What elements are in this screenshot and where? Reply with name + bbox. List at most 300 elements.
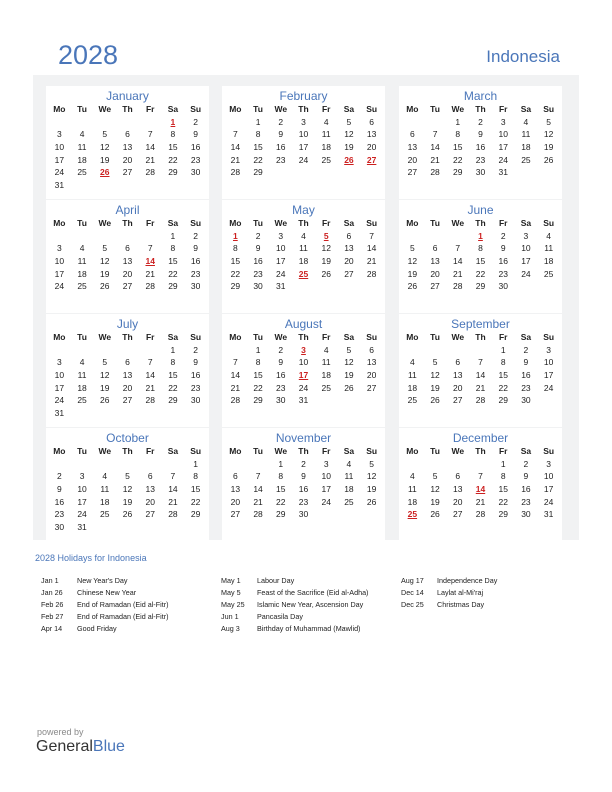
month-february	[222, 86, 385, 199]
month-december	[399, 428, 562, 541]
day-cell: 5	[432, 357, 438, 368]
day-cell: 10	[498, 129, 508, 140]
day-cell: 4	[79, 357, 85, 368]
weekday-label: Fr	[145, 332, 155, 343]
day-cell: 18	[77, 268, 87, 279]
day-cell: 2	[478, 116, 483, 127]
day-cell: 24	[54, 395, 65, 406]
day-cell: 7	[147, 357, 153, 368]
day-cell: 9	[255, 243, 261, 254]
day-cell: 28	[230, 395, 241, 406]
day-cell: 29	[168, 395, 178, 406]
holiday-date: Aug 17	[401, 575, 424, 585]
month-january	[46, 86, 209, 199]
day-cell: 12	[100, 370, 110, 381]
weekday-label: Mo	[406, 104, 419, 115]
month-name: January	[106, 89, 149, 103]
day-cell: 21	[453, 268, 463, 279]
weekday-label: Su	[366, 332, 378, 343]
month-grid	[401, 103, 560, 179]
day-cell: 7	[478, 471, 483, 482]
holiday-date: May 1	[221, 575, 241, 585]
empty-day-cell	[469, 458, 492, 471]
day-cell: 11	[321, 357, 331, 368]
day-cell: 22	[168, 382, 178, 393]
day-cell: 27	[344, 268, 354, 279]
weekday-label: Sa	[343, 332, 355, 343]
month-june	[399, 200, 562, 313]
day-cell: 15	[168, 256, 178, 267]
holiday-entry	[401, 586, 497, 598]
day-cell: 15	[498, 370, 508, 381]
holiday-entry	[221, 586, 368, 598]
holiday-name: Birthday of Muhammad (Mawlid)	[257, 624, 361, 634]
day-cell: 11	[77, 370, 87, 381]
holiday-entry	[221, 611, 368, 623]
day-cell: 12	[543, 129, 554, 140]
holiday-name: Feast of the Sacrifice (Eid al-Adha)	[257, 587, 369, 597]
empty-day-cell	[116, 116, 139, 129]
weekday-label: We	[451, 332, 465, 343]
day-cell: 10	[276, 243, 286, 254]
weekday-label: Fr	[321, 218, 331, 229]
day-cell: 23	[54, 509, 65, 520]
day-cell: 15	[168, 370, 178, 381]
day-cell: 9	[478, 129, 483, 140]
day-cell: 19	[430, 496, 440, 507]
day-cell: 10	[54, 370, 65, 381]
day-cell: 22	[498, 496, 508, 507]
day-cell: 30	[498, 281, 508, 292]
day-cell: 28	[430, 167, 440, 178]
day-cell: 22	[253, 382, 263, 393]
day-cell: 9	[193, 129, 198, 140]
day-cell: 30	[190, 395, 201, 406]
day-cell: 16	[190, 142, 201, 153]
day-cell: 28	[145, 167, 155, 178]
weekday-label: Mo	[406, 218, 419, 229]
day-cell: 25	[77, 281, 87, 292]
day-cell: 17	[54, 154, 65, 165]
day-cell: 20	[407, 154, 418, 165]
month-name: March	[463, 89, 498, 103]
day-cell: 3	[79, 471, 85, 482]
day-cell: 19	[100, 154, 110, 165]
day-cell: 1	[170, 230, 176, 241]
day-cell: 23	[498, 268, 508, 279]
holiday-name: Labour Day	[257, 575, 295, 585]
day-cell: 2	[301, 458, 306, 469]
holiday-date: Feb 26	[41, 599, 64, 609]
day-cell: 7	[147, 129, 153, 140]
day-cell: 26	[100, 395, 110, 406]
empty-day-cell	[469, 344, 492, 357]
holiday-entry	[401, 598, 497, 610]
day-cell: 13	[122, 142, 133, 153]
day-cell: 12	[366, 471, 377, 482]
day-cell: 1	[278, 458, 284, 469]
weekday-label: Th	[475, 332, 486, 343]
day-cell: 10	[321, 471, 331, 482]
day-cell: 28	[145, 281, 155, 292]
day-cell: 1	[255, 116, 261, 127]
day-cell: 18	[321, 370, 331, 381]
day-cell: 29	[253, 395, 263, 406]
weekday-label: Sa	[167, 332, 179, 343]
month-name: July	[116, 317, 139, 331]
day-cell: 6	[125, 243, 130, 254]
day-cell: 11	[100, 484, 110, 495]
month-grid	[224, 217, 383, 293]
weekday-label: We	[98, 218, 112, 229]
day-cell: 4	[323, 344, 329, 355]
holiday-name: Independence Day	[437, 575, 498, 585]
month-grid	[224, 331, 383, 407]
empty-day-cell	[93, 230, 116, 243]
day-cell: 16	[521, 370, 531, 381]
holiday-day: 1	[232, 230, 238, 241]
month-july	[46, 314, 209, 427]
month-name: August	[284, 317, 323, 331]
day-cell: 29	[475, 281, 486, 292]
day-cell: 12	[100, 256, 110, 267]
empty-day-cell	[446, 230, 469, 243]
day-cell: 3	[56, 357, 62, 368]
day-cell: 22	[498, 382, 508, 393]
day-cell: 19	[344, 142, 354, 153]
day-cell: 17	[298, 142, 309, 153]
weekday-label: Sa	[343, 218, 355, 229]
holiday-entry	[401, 574, 497, 586]
day-cell: 10	[543, 357, 554, 368]
month-name: May	[292, 203, 315, 217]
calendar-year: 2028	[58, 40, 119, 70]
day-cell: 18	[407, 496, 418, 507]
day-cell: 30	[190, 167, 201, 178]
holiday-name: End of Ramadan (Eid al-Fitr)	[77, 612, 169, 622]
day-cell: 22	[253, 154, 263, 165]
weekday-label: Sa	[520, 104, 532, 115]
empty-day-cell	[247, 458, 270, 471]
day-cell: 14	[145, 142, 155, 153]
weekday-label: Tu	[77, 446, 87, 457]
month-november	[222, 428, 385, 541]
day-cell: 10	[54, 256, 65, 267]
weekday-label: Th	[298, 218, 309, 229]
weekday-label: Su	[190, 104, 202, 115]
day-cell: 20	[366, 370, 377, 381]
day-cell: 12	[100, 142, 110, 153]
day-cell: 17	[276, 256, 286, 267]
day-cell: 22	[190, 496, 201, 507]
day-cell: 19	[543, 142, 554, 153]
day-cell: 14	[453, 256, 463, 267]
weekday-label: Fr	[321, 332, 331, 343]
weekday-label: Su	[543, 104, 555, 115]
weekday-label: Mo	[229, 218, 242, 229]
day-cell: 13	[366, 357, 377, 368]
day-cell: 27	[230, 509, 241, 520]
empty-day-cell	[401, 458, 424, 471]
day-cell: 19	[100, 382, 110, 393]
empty-day-cell	[71, 230, 94, 243]
weekday-label: Fr	[498, 218, 508, 229]
day-cell: 26	[430, 395, 440, 406]
day-cell: 21	[430, 154, 440, 165]
day-cell: 5	[409, 243, 415, 254]
holiday-day: 14	[475, 484, 486, 495]
month-grid	[48, 103, 207, 191]
month-march	[399, 86, 562, 199]
day-cell: 1	[255, 344, 261, 355]
day-cell: 25	[321, 382, 331, 393]
month-grid	[401, 445, 560, 521]
day-cell: 18	[407, 382, 418, 393]
day-cell: 18	[100, 496, 110, 507]
holiday-day: 14	[145, 256, 155, 267]
day-cell: 4	[79, 243, 85, 254]
day-cell: 21	[475, 496, 486, 507]
day-cell: 25	[543, 268, 554, 279]
day-cell: 4	[409, 357, 415, 368]
day-cell: 7	[478, 357, 483, 368]
weekday-label: Th	[298, 446, 309, 457]
weekday-label: Fr	[498, 332, 508, 343]
powered-by-label: powered by	[37, 727, 84, 737]
day-cell: 11	[407, 484, 417, 495]
day-cell: 26	[122, 509, 133, 520]
month-name: December	[452, 431, 509, 445]
day-cell: 16	[190, 370, 201, 381]
weekday-label: Th	[475, 104, 486, 115]
day-cell: 8	[255, 129, 261, 140]
day-cell: 29	[453, 167, 463, 178]
weekday-label: Mo	[406, 446, 419, 457]
day-cell: 3	[301, 116, 306, 127]
day-cell: 27	[145, 509, 155, 520]
weekday-label: Sa	[343, 104, 355, 115]
day-cell: 11	[321, 129, 331, 140]
holiday-entry	[41, 623, 168, 635]
weekday-label: Tu	[430, 218, 440, 229]
day-cell: 27	[366, 382, 377, 393]
day-cell: 15	[230, 256, 241, 267]
day-cell: 7	[369, 230, 374, 241]
month-name: June	[467, 203, 494, 217]
weekday-label: Th	[122, 104, 133, 115]
empty-day-cell	[162, 458, 185, 471]
day-cell: 31	[298, 395, 309, 406]
month-october	[46, 428, 209, 541]
day-cell: 24	[298, 382, 309, 393]
day-cell: 30	[190, 281, 201, 292]
day-cell: 13	[230, 484, 241, 495]
day-cell: 29	[498, 395, 508, 406]
day-cell: 17	[543, 484, 554, 495]
day-cell: 19	[344, 370, 354, 381]
weekday-label: Th	[122, 446, 133, 457]
day-cell: 21	[366, 256, 377, 267]
day-cell: 5	[369, 458, 374, 469]
day-cell: 27	[407, 167, 418, 178]
day-cell: 28	[366, 268, 377, 279]
day-cell: 27	[430, 281, 440, 292]
empty-day-cell	[139, 458, 162, 471]
empty-day-cell	[48, 116, 71, 129]
day-cell: 12	[430, 370, 440, 381]
weekday-label: Th	[298, 104, 309, 115]
weekday-label: Sa	[520, 218, 532, 229]
generalblue-logo[interactable]	[36, 738, 125, 756]
weekday-label: We	[451, 218, 465, 229]
holiday-name: Islamic New Year, Ascension Day	[257, 599, 364, 609]
day-cell: 6	[125, 129, 130, 140]
day-cell: 15	[276, 484, 286, 495]
day-cell: 26	[100, 281, 110, 292]
day-cell: 8	[193, 471, 198, 482]
day-cell: 1	[500, 344, 506, 355]
holiday-entry	[221, 623, 368, 635]
day-cell: 3	[546, 458, 551, 469]
empty-day-cell	[401, 116, 424, 129]
day-cell: 15	[253, 142, 263, 153]
day-cell: 4	[79, 129, 85, 140]
day-cell: 2	[278, 116, 284, 127]
day-cell: 19	[321, 256, 331, 267]
holiday-name: Christmas Day	[437, 599, 485, 609]
day-cell: 20	[453, 382, 463, 393]
day-cell: 7	[232, 129, 238, 140]
day-cell: 13	[122, 370, 133, 381]
day-cell: 14	[253, 484, 263, 495]
weekday-label: Su	[543, 332, 555, 343]
holiday-name: Good Friday	[77, 624, 117, 634]
day-cell: 23	[475, 154, 486, 165]
day-cell: 29	[168, 167, 178, 178]
day-cell: 6	[369, 344, 374, 355]
day-cell: 18	[344, 484, 354, 495]
holiday-date: Dec 14	[401, 587, 424, 597]
month-april	[46, 200, 209, 313]
day-cell: 2	[523, 344, 529, 355]
day-cell: 9	[500, 243, 506, 254]
day-cell: 13	[430, 256, 440, 267]
day-cell: 5	[102, 357, 108, 368]
day-cell: 6	[232, 471, 238, 482]
day-cell: 23	[521, 382, 531, 393]
day-cell: 22	[168, 268, 178, 279]
day-cell: 10	[298, 129, 309, 140]
month-august	[222, 314, 385, 427]
day-cell: 16	[276, 142, 286, 153]
holiday-column	[41, 574, 168, 635]
holiday-date: Jan 1	[41, 575, 59, 585]
day-cell: 23	[276, 382, 286, 393]
holiday-day: 25	[407, 509, 418, 520]
day-cell: 13	[344, 243, 354, 254]
day-cell: 21	[145, 154, 155, 165]
month-september	[399, 314, 562, 427]
weekday-label: Sa	[167, 446, 179, 457]
day-cell: 14	[366, 243, 377, 254]
day-cell: 20	[122, 382, 133, 393]
holiday-day: 27	[366, 154, 377, 165]
day-cell: 20	[366, 142, 377, 153]
weekday-label: We	[451, 104, 465, 115]
day-cell: 27	[122, 395, 133, 406]
empty-day-cell	[93, 344, 116, 357]
empty-day-cell	[93, 116, 116, 129]
weekday-label: Sa	[520, 446, 532, 457]
day-cell: 24	[77, 509, 87, 520]
day-cell: 5	[102, 243, 108, 254]
day-cell: 5	[102, 129, 108, 140]
day-cell: 25	[344, 496, 354, 507]
day-cell: 24	[276, 268, 286, 279]
day-cell: 28	[475, 395, 486, 406]
holiday-column	[401, 574, 497, 611]
day-cell: 11	[77, 256, 87, 267]
day-cell: 9	[56, 484, 62, 495]
day-cell: 31	[77, 521, 87, 532]
day-cell: 27	[122, 167, 133, 178]
day-cell: 10	[543, 471, 554, 482]
weekday-label: Tu	[253, 332, 263, 343]
weekday-label: Tu	[77, 332, 87, 343]
day-cell: 18	[321, 142, 331, 153]
day-cell: 24	[498, 154, 508, 165]
day-cell: 17	[498, 142, 508, 153]
empty-day-cell	[424, 458, 447, 471]
day-cell: 19	[100, 268, 110, 279]
day-cell: 6	[455, 471, 461, 482]
holiday-name: Chinese New Year	[77, 587, 137, 597]
day-cell: 13	[145, 484, 155, 495]
month-grid	[48, 217, 207, 293]
day-cell: 26	[321, 268, 331, 279]
day-cell: 6	[125, 357, 130, 368]
weekday-label: We	[274, 104, 288, 115]
day-cell: 4	[346, 458, 352, 469]
day-cell: 14	[168, 484, 178, 495]
day-cell: 20	[122, 268, 133, 279]
weekday-label: Sa	[520, 332, 532, 343]
weekday-label: Tu	[430, 332, 440, 343]
holiday-date: Jan 26	[41, 587, 63, 597]
day-cell: 3	[546, 344, 551, 355]
day-cell: 4	[102, 471, 108, 482]
holiday-date: Jun 1	[221, 612, 239, 622]
weekday-label: Tu	[253, 218, 263, 229]
holiday-day: 26	[344, 154, 354, 165]
day-cell: 18	[77, 154, 87, 165]
day-cell: 1	[455, 116, 461, 127]
month-name: November	[275, 431, 332, 445]
day-cell: 9	[523, 357, 529, 368]
day-cell: 25	[521, 154, 531, 165]
weekday-label: We	[98, 446, 112, 457]
day-cell: 12	[321, 243, 331, 254]
day-cell: 25	[407, 395, 418, 406]
day-cell: 4	[523, 116, 529, 127]
day-cell: 16	[475, 142, 486, 153]
day-cell: 18	[521, 142, 531, 153]
day-cell: 20	[230, 496, 241, 507]
day-cell: 17	[321, 484, 331, 495]
day-cell: 5	[546, 116, 551, 127]
day-cell: 9	[193, 357, 198, 368]
holiday-entry	[41, 611, 168, 623]
